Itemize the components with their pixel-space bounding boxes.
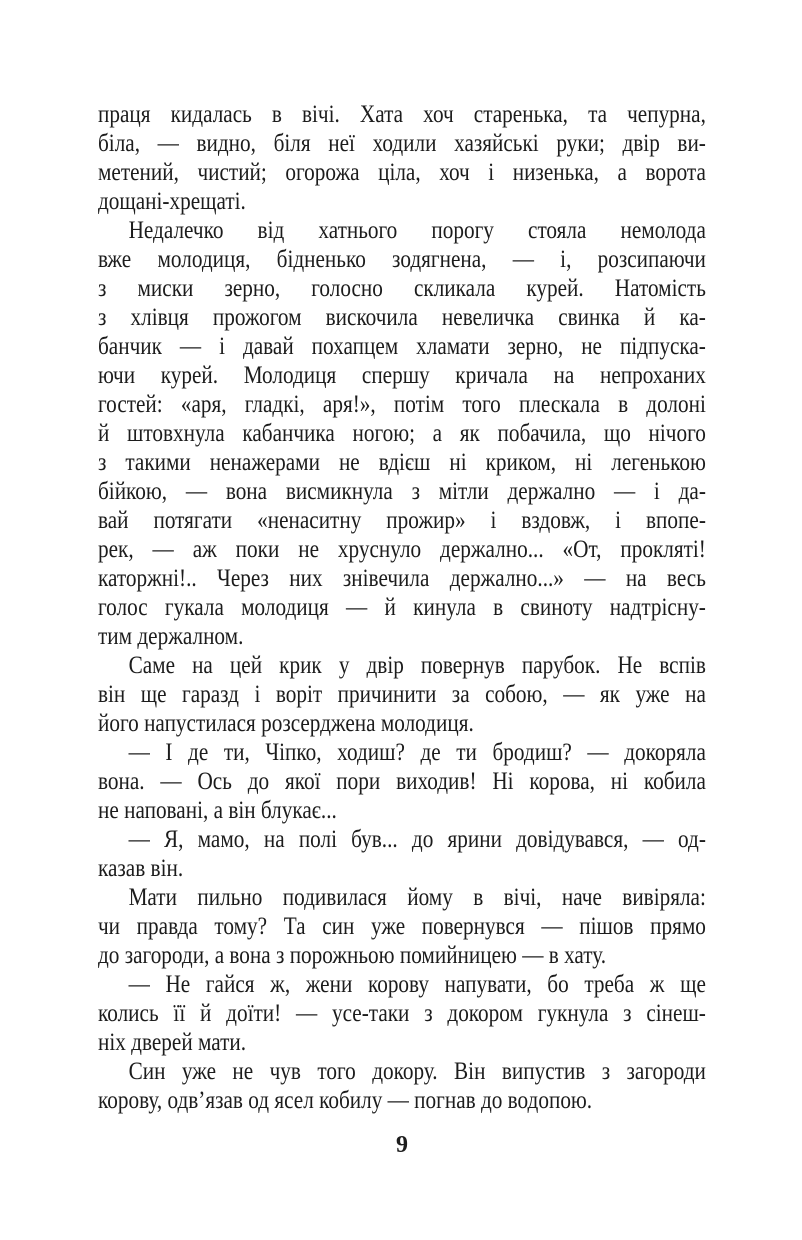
text-line: праця кидалась в вічі. Хата хоч старенька, та чепурна, — [98, 101, 706, 128]
page-text — [98, 100, 706, 1115]
text-line: рек, — аж поки не хруснуло держално... «От, прокляті! — [98, 536, 706, 563]
text-line: з хлівця прожогом вискочила невеличка свинка й ка- — [98, 304, 706, 331]
text-line: з миски зерно, голосно скликала курей. Натомість — [98, 275, 706, 302]
text-line: казав він. — [98, 855, 184, 882]
text-line: не наповані, а він блукає... — [98, 797, 337, 824]
text-line: ючи курей. Молодиця спершу кричала на непроханих — [98, 362, 706, 389]
text-line: метений, чистий; огорожа ціла, хоч і низенька, а ворота — [98, 159, 706, 186]
text-line: чи правда тому? Та син уже повернувся — пішов прямо — [98, 913, 706, 940]
text-line: вже молодиця, бідненько зодягнена, — і, розсипаючи — [98, 246, 706, 273]
text-line: Саме на цей крик у двір повернув парубок. Не вспів — [128, 652, 706, 679]
text-line: й штовхнула кабанчика ногою; а як побачила, що нічого — [98, 420, 706, 447]
text-line: його напустилася розсерджена молодиця. — [98, 710, 474, 737]
text-line: тим держалном. — [98, 623, 244, 650]
page-number: 9 — [396, 1132, 408, 1158]
text-line: банчик — і давай похапцем хламати зерно, не підпуска- — [98, 333, 706, 360]
text-line: гостей: «аря, гладкі, аря!», потім того плескала в долоні — [98, 391, 706, 418]
text-line: — І де ти, Чіпко, ходиш? де ти бродиш? — докоряла — [128, 739, 706, 766]
text-line: з такими ненажерами не вдієш ні криком, ні легенькою — [98, 449, 706, 476]
text-line: Недалечко від хатнього порогу стояла немолода — [128, 217, 706, 244]
text-line: каторжні!.. Через них знівечила держално...» — на весь — [98, 565, 706, 592]
text-line: голос гукала молодиця — й кинула в свиноту надтрісну- — [98, 594, 706, 621]
text-line: вона. — Ось до якої пори виходив! Ні корова, ні кобила — [98, 768, 706, 795]
text-line: вай потягати «ненаситну прожир» і вздовж, і впопе- — [98, 507, 706, 534]
text-line: до загороди, а вона з порожньою помийницею — в хату. — [98, 942, 607, 969]
text-line: біла, — видно, біля неї ходили хазяйські руки; двір ви- — [98, 130, 706, 157]
text-line: ніх дверей мати. — [98, 1029, 247, 1056]
text-line: він ще гаразд і воріт причинити за собою, — як уже на — [98, 681, 706, 708]
text-line: — Я, мамо, на полі був... до ярини довідувався, — од- — [128, 826, 706, 853]
text-line: бійкою, — вона висмикнула з мітли держално — і да- — [98, 478, 706, 505]
text-line: Мати пильно подивилася йому в вічі, наче вивіряла: — [128, 884, 706, 911]
text-line: дощані-хрещаті. — [98, 188, 246, 215]
text-line: колись її й доїти! — усе-таки з докором гукнула з сінеш- — [98, 1000, 706, 1027]
text-line: корову, одв’язав од ясел кобилу — погнав до водопою. — [98, 1087, 593, 1114]
text-line: Син уже не чув того докору. Він випустив з загороди — [128, 1058, 706, 1085]
text-line: — Не гайся ж, жени корову напувати, бо треба ж ще — [128, 971, 706, 998]
